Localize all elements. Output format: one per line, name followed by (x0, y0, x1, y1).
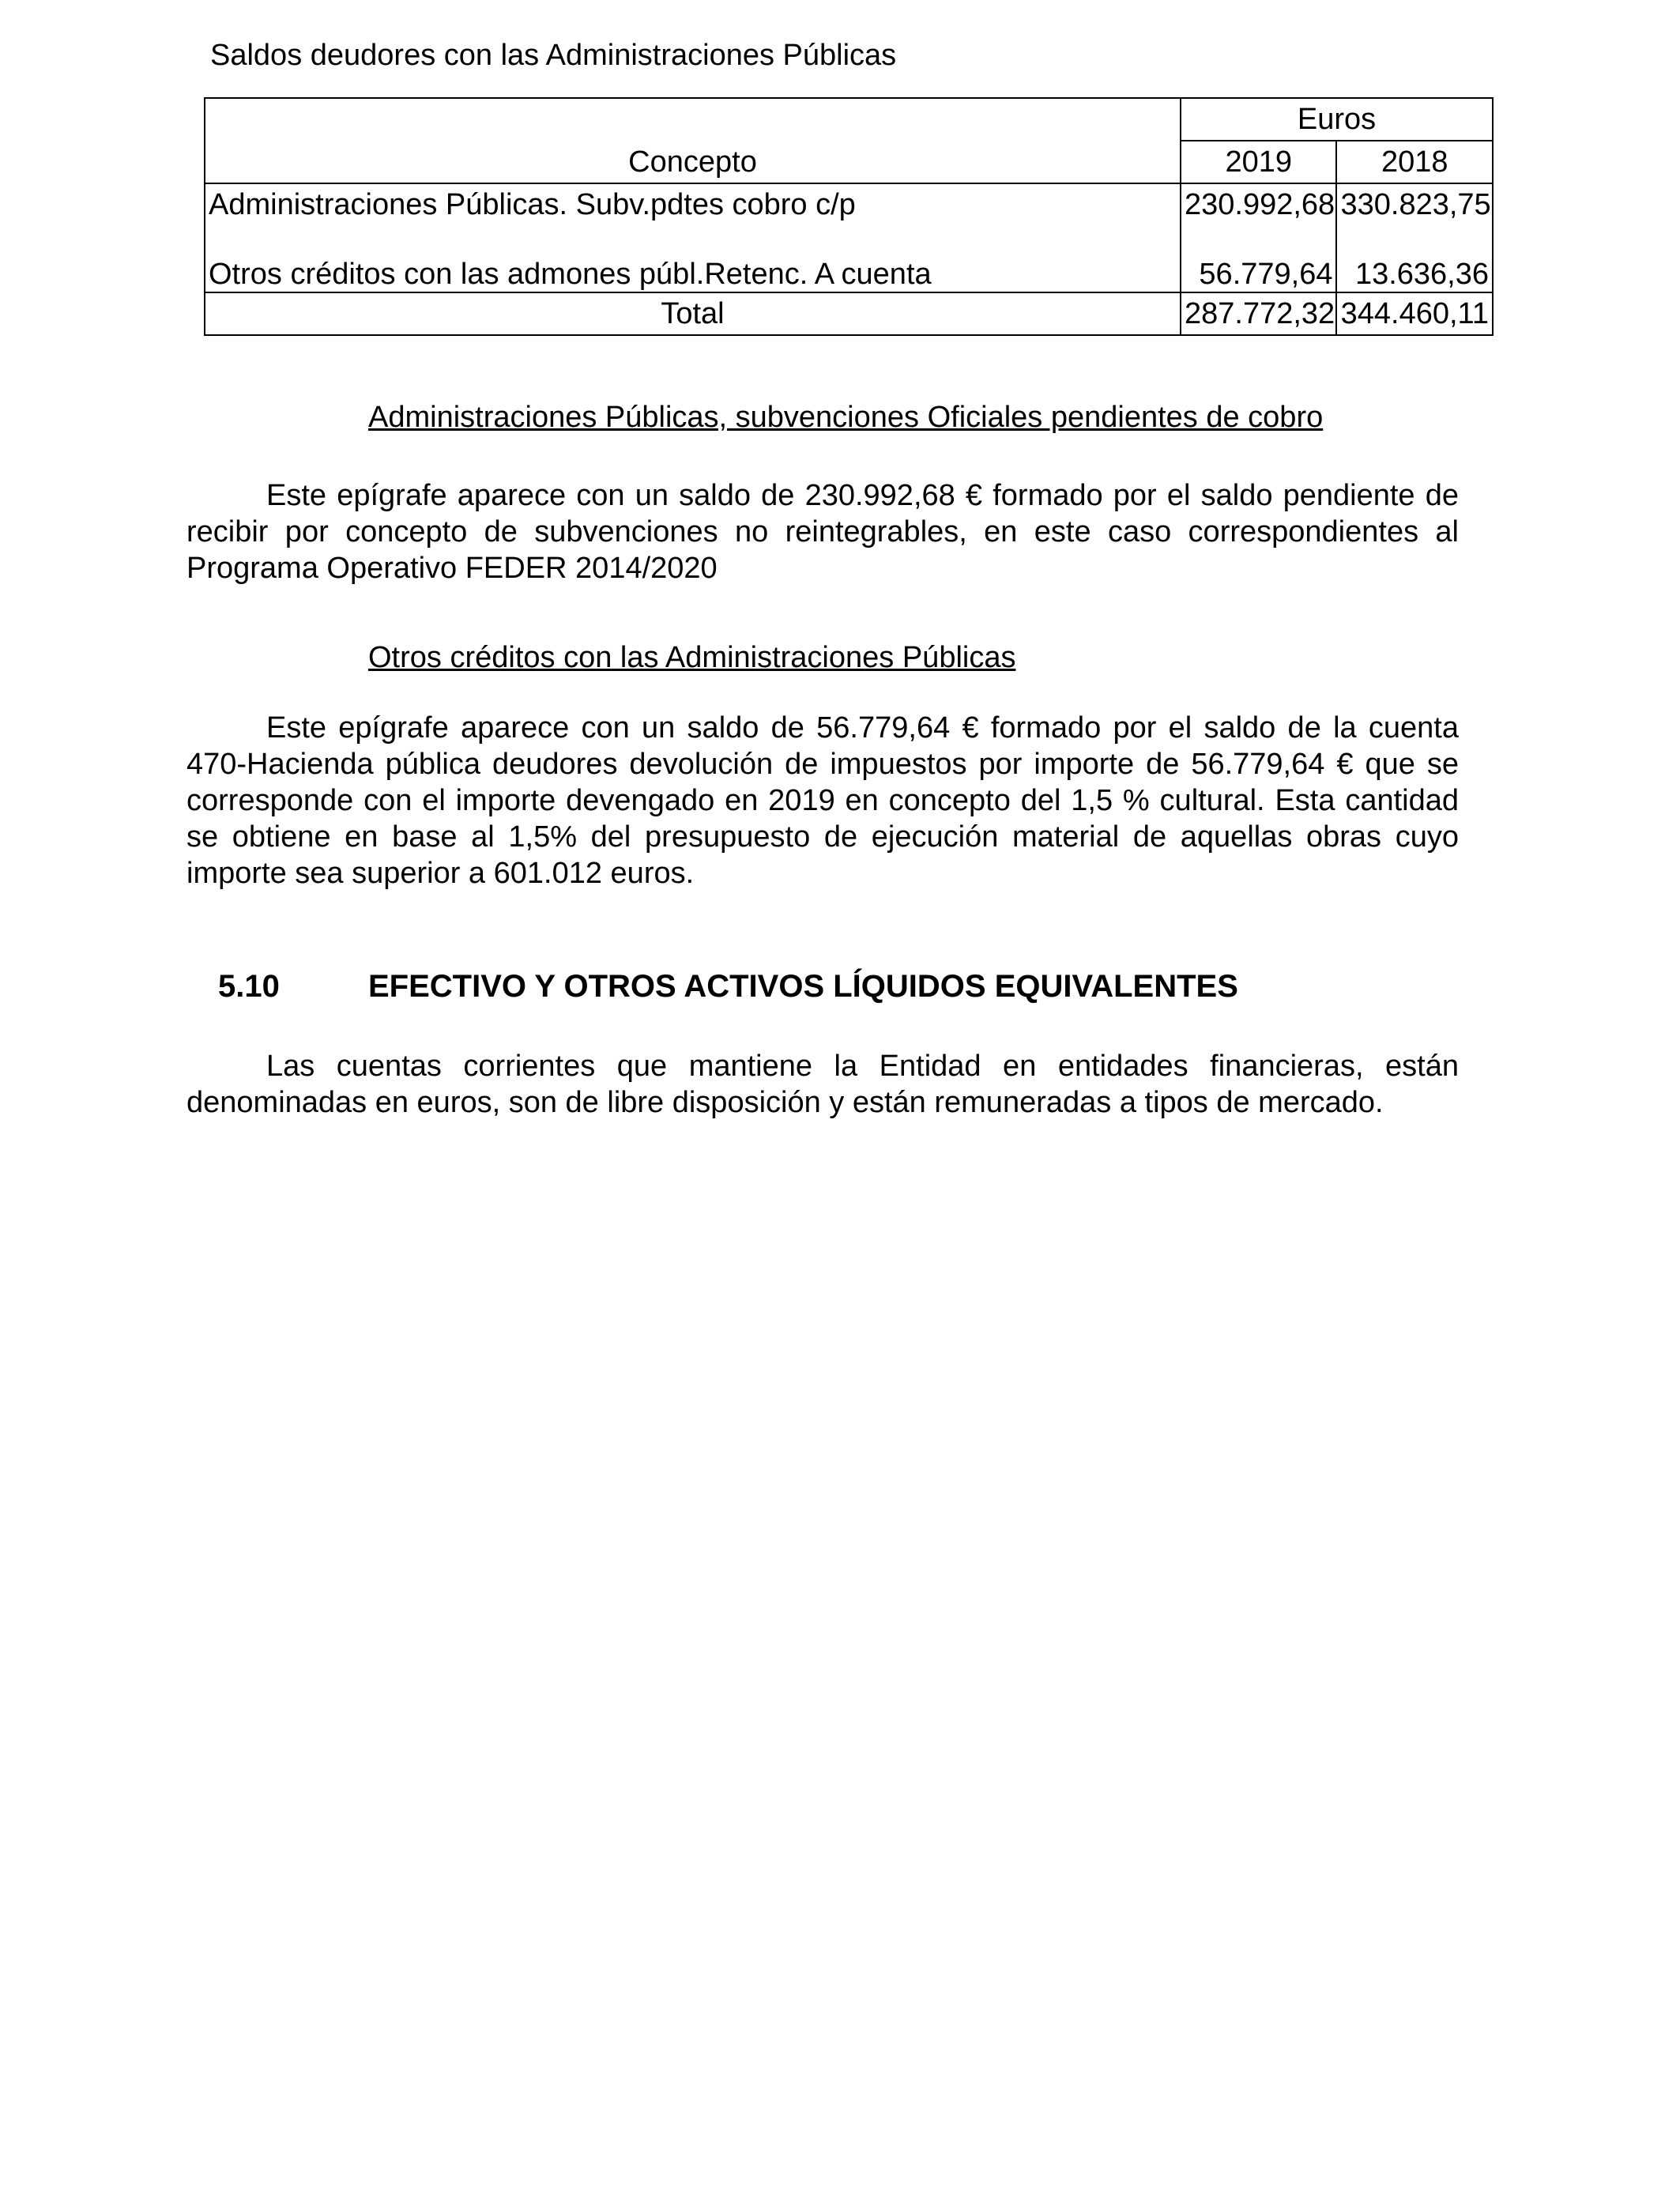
balance-table (204, 97, 1494, 336)
paragraph: Este epígrafe aparece con un saldo de 230.992,68 € formado por el saldo pendiente de recibir por concepto de subvenciones no reintegrables, en este caso correspondientes al Programa Operativo FEDER 2014/2020 (186, 479, 1459, 585)
table-row (205, 183, 1493, 225)
table-row (205, 225, 1493, 292)
paragraph: Este epígrafe aparece con un saldo de 56.779,64 € formado por el saldo de la cuenta 470-Hacienda pública deudores devolución de impuestos por importe de 56.779,64 € que se corresponde con el importe devengado en 2019 en concepto del 1,5 % cultural. Esta cantidad se obtiene en base al 1,5% del presupuesto de ejecución material de aquellas obras cuyo importe sea superior a 601.012 euros. (186, 711, 1459, 890)
total-label: Total (205, 292, 1181, 335)
header-blank-cell (205, 98, 1181, 141)
header-year-2018: 2018 (1336, 141, 1493, 183)
row-value-2018: 330.823,75 (1336, 183, 1493, 225)
row-value-2019: 56.779,64 (1181, 225, 1337, 292)
row-concept: Administraciones Públicas. Subv.pdtes cobro c/p (205, 183, 1181, 225)
row-value-2019: 230.992,68 (1181, 183, 1337, 225)
section-number: 5.10 (218, 969, 280, 1004)
subsection-heading: Otros créditos con las Administraciones Públicas (368, 641, 1016, 674)
table-header-row (205, 98, 1493, 141)
table-year-row (205, 141, 1493, 183)
total-value-2019: 287.772,32 (1181, 292, 1337, 335)
section-title: EFECTIVO Y OTROS ACTIVOS LÍQUIDOS EQUIVALENTES (368, 969, 1238, 1004)
paragraph: Las cuentas corrientes que mantiene la Entidad en entidades financieras, están denominadas en euros, son de libre disposición y están remuneradas a tipos de mercado. (186, 1050, 1459, 1119)
total-value-2018: 344.460,11 (1336, 292, 1493, 335)
table-caption: Saldos deudores con las Administraciones Públicas (210, 39, 897, 72)
header-euros: Euros (1181, 98, 1493, 141)
table-total-row (205, 292, 1493, 335)
subsection-heading: Administraciones Públicas, subvenciones Oficiales pendientes de cobro (368, 401, 1324, 434)
row-value-2018: 13.636,36 (1336, 225, 1493, 292)
header-year-2019: 2019 (1181, 141, 1337, 183)
header-concepto: Concepto (205, 141, 1181, 183)
row-concept: Otros créditos con las admones públ.Retenc. A cuenta (205, 225, 1181, 292)
